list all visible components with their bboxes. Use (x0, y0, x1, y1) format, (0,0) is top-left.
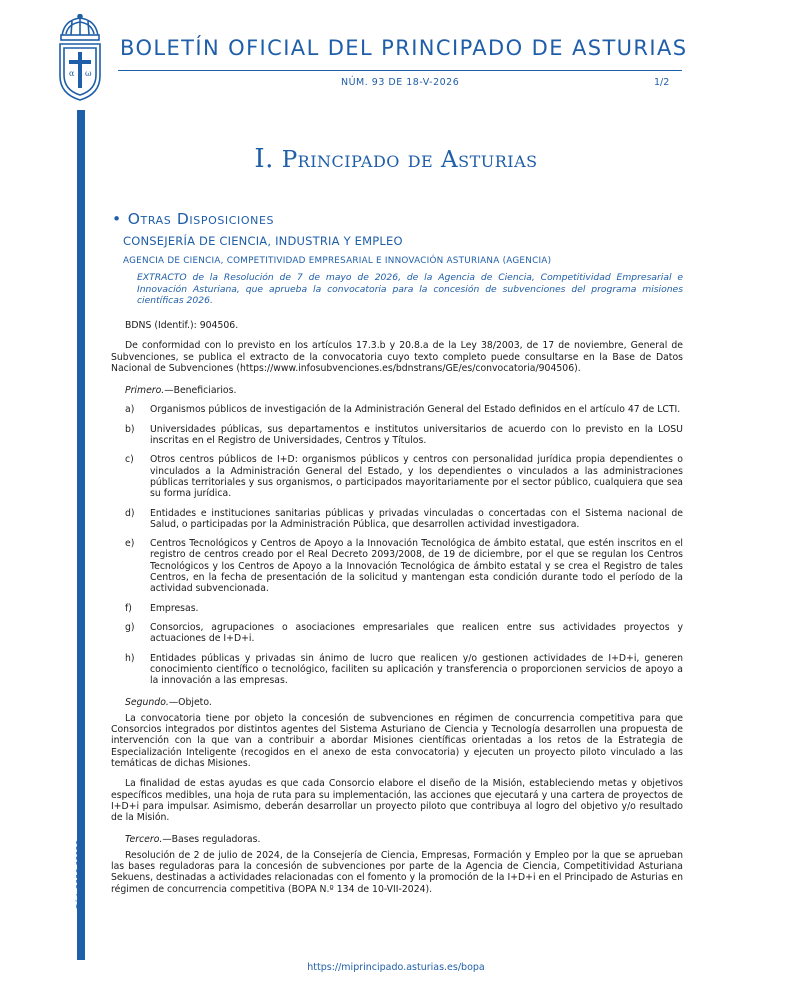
bdns-id: BDNS (Identif.): 904506. (125, 320, 239, 331)
list-item-letter: c) (125, 454, 134, 466)
svg-text:ω: ω (85, 69, 92, 78)
subsection-title (112, 210, 274, 228)
masthead-title: BOLETÍN OFICIAL DEL PRINCIPADO DE ASTURIAS (120, 36, 688, 60)
section-title (0, 144, 792, 174)
agency-name: AGENCIA DE CIENCIA, COMPETITIVIDAD EMPRESARIAL E INNOVACIÓN ASTURIANA (AGENCIA) (123, 256, 552, 266)
list-item-text: Entidades públicas y privadas sin ánimo de lucro que realicen y/o gestionen actividades de I+D+i, generen conocimiento científico o tecnológico, faciliten su aplicación y transferencia o proporcionen servicios de apoyo a la innovación a las empresas. (150, 652, 683, 687)
heading-tercero-title: —Bases reguladoras. (162, 834, 261, 846)
asturias-coat-of-arms-logo (52, 14, 108, 104)
list-item-text: Empresas. (150, 602, 199, 614)
page-number: 1/2 (654, 77, 670, 88)
list-item (111, 653, 683, 687)
heading-primero-label: Primero. (125, 385, 165, 397)
heading-segundo-label: Segundo. (125, 697, 169, 709)
list-item-letter: d) (125, 507, 135, 519)
heading-tercero (111, 834, 683, 845)
heading-primero-title: —Beneficiarios. (164, 385, 237, 397)
list-item-letter: b) (125, 423, 135, 435)
tercero-paragraph-1: Resolución de 2 de julio de 2024, de la Consejería de Ciencia, Empresas, Formación y Empleo por la que se aprueban las bases reguladoras para la concesión de subvenciones por parte de la Agencia de Ciencia, Competitividad Asturiana Sekuens, destinadas a actividades relacionadas con el fomento y la promoción de la I+D+i en el Principado de Asturias en régimen de concurrencia competitiva (BOPA N.º 134 de 10-VII-2024). (111, 849, 683, 895)
list-item (111, 603, 683, 614)
list-item (111, 454, 683, 499)
heading-primero (111, 385, 683, 396)
list-item-text: Otros centros públicos de I+D: organismos públicos y centros con personalidad jurídica propia dependientes o vinculados a la Administración General del Estado, y los dependientes o vinculados a las administraciones públicas territoriales y sus organismos, o participados mayoritariamente por el sector público, cualquiera que sea su forma jurídica. (150, 454, 683, 500)
list-item (111, 622, 683, 645)
document-body (111, 320, 683, 895)
list-item-text: Universidades públicas, sus departamentos e institutos universitarios de acuerdo con lo previsto en la LOSU inscritas en el Registro de Universidades, Centros y Títulos. (150, 423, 683, 447)
sidebar-bar (77, 110, 85, 960)
heading-tercero-label: Tercero. (125, 834, 163, 846)
list-item-letter: f) (125, 602, 132, 614)
extract-summary: EXTRACTO de la Resolución de 7 de mayo de 2026, de la Agencia de Ciencia, Competitividad Empresarial e Innovación Asturiana, que aprueba la convocatoria para la concesión de subvenciones del programa misiones científicas 2026. (137, 272, 683, 306)
list-item-text: Consorcios, agrupaciones o asociaciones empresariales que realicen entre sus actividades proyectos y actuaciones de I+D+i. (150, 621, 683, 645)
svg-text:α: α (69, 69, 75, 78)
footer-link[interactable]: https://miprincipado.asturias.es/bopa (307, 962, 485, 973)
heading-segundo (111, 697, 683, 708)
list-item-text: Entidades e instituciones sanitarias públicas y privadas vinculadas o concertadas con el Sistema nacional de Salud, o participadas por la Administración Pública, que desarrollen actividad investigadora. (150, 507, 683, 530)
section-numeral: I. (254, 144, 274, 174)
list-item-letter: h) (125, 652, 135, 664)
list-item-text: Centros Tecnológicos y Centros de Apoyo a la Innovación Tecnológica de ámbito estatal, que estén inscritos en el registro de centros creado por el Real Decreto 2093/2008, de 19 de diciembre, por el que se regulan los Centros Tecnológicos y los Centros de Apoyo a la Innovación Tecnológica de ámbito estatal y se crea el Registro de tales Centros, en la fecha de presentación de la solicitud y mantengan esta condición durante todo el período de la actividad subvencionada. (150, 538, 683, 595)
segundo-paragraph-1: La convocatoria tiene por objeto la concesión de subvenciones en régimen de concurrencia competitiva para que Consorcios integrados por distintos agentes del Sistema Asturiano de Ciencia y Tecnología desarrollen una propuesta de intervención con la que van a contribuir a abordar Misiones científicas orientadas a los retos de la Estrategia de Especialización Inteligente (recogidos en el anexo de esta convocatoria) y ejecuten un proyecto piloto vinculado a las temáticas de dichas Misiones. (111, 712, 683, 769)
list-item (111, 508, 683, 531)
document-code: Cód. 2026-03926 (75, 840, 84, 910)
list-item-letter: e) (125, 538, 135, 550)
issue-number: NÚM. 93 DE 18-V-2026 (341, 77, 460, 88)
bullet-icon: • (112, 210, 122, 228)
list-item (111, 538, 683, 594)
list-item (111, 404, 683, 415)
subsection-name: Otras Disposiciones (127, 210, 275, 228)
segundo-paragraph-2: La finalidad de estas ayudas es que cada Consorcio elabore el diseño de la Misión, estableciendo metas y objetivos específicos medibles, una hoja de ruta para su implementación, las acciones que ejecutará y una cartera de proyectos de I+D+i para impulsar. Asimismo, deberán desarrollar un proyecto piloto que contribuya al logro del objetivo y/o resultado de la Misión. (111, 778, 683, 824)
list-item-letter: a) (125, 404, 135, 416)
list-item (111, 424, 683, 447)
list-item-text: Organismos públicos de investigación de la Administración General del Estado definidos en el artículo 47 de LCTI. (150, 404, 681, 416)
list-item-letter: g) (125, 621, 135, 633)
header-rule (118, 70, 682, 71)
heading-segundo-title: —Objeto. (168, 697, 212, 709)
section-name: Principado de Asturias (281, 147, 538, 173)
intro-paragraph: De conformidad con lo previsto en los artículos 17.3.b y 20.8.a de la Ley 38/2003, de 17 de noviembre, General de Subvenciones, se publica el extracto de la convocatoria cuyo texto completo puede consultarse en la Base de Datos Nacional de Subvenciones (https://www.infosubvenciones.es/bdnstrans/GE/es/convocatoria/904506). (111, 340, 683, 374)
department-name: CONSEJERÍA DE CIENCIA, INDUSTRIA Y EMPLEO (123, 234, 403, 248)
